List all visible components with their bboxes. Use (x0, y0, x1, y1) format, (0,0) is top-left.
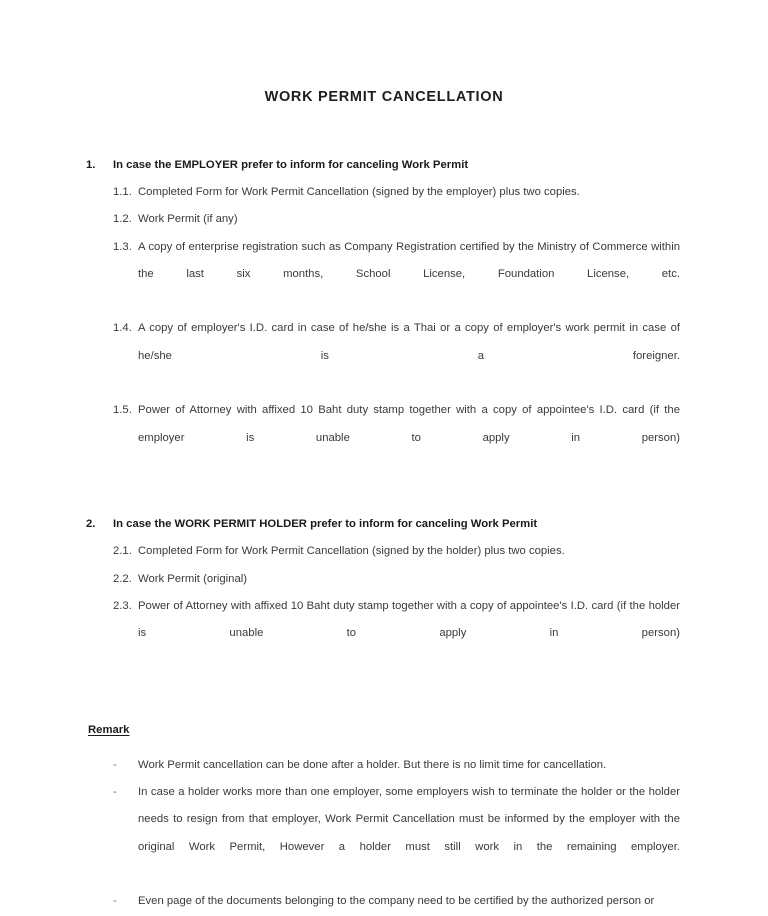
list-item (0, 206, 768, 233)
page-title: WORK PERMIT CANCELLATION (264, 89, 504, 105)
list-item-text: A copy of enterprise registration such as Company Registration certified by the Ministry of Commerce within the last six months, School License, Foundation License, etc. (138, 240, 680, 280)
list-item (0, 179, 768, 206)
remark-title-wrapper (0, 720, 768, 740)
list-item-text: Work Permit (original) (138, 572, 248, 585)
list-item (0, 538, 768, 565)
list-item (0, 397, 768, 479)
list-item-text: A copy of employer's I.D. card in case of he/she is a Thai or a copy of employer's work permit in case of he/she is a foreigner. (138, 322, 680, 362)
list-item (0, 234, 768, 316)
list-item-number: 2.3. (113, 599, 132, 612)
bullet-dash-icon: - (113, 758, 117, 771)
list-item-text: Power of Attorney with affixed 10 Baht duty stamp together with a copy of appointee's I.D. card (if the employer is unable to apply in person) (138, 404, 680, 444)
list-item-text: Power of Attorney with affixed 10 Baht duty stamp together with a copy of appointee's I.D. card (if the holder is unable to apply in person) (138, 599, 680, 640)
section-2-item-list (0, 538, 768, 674)
bullet-dash-icon: - (113, 895, 117, 908)
list-item-text: Even page of the documents belonging to the company need to be certified by the authorized person or (138, 895, 655, 908)
section-1-item-list (0, 179, 768, 479)
section-2-heading (0, 511, 768, 538)
list-item-text: Completed Form for Work Permit Cancellation (signed by the holder) plus two copies. (138, 545, 565, 558)
list-item-number: 1.2. (113, 213, 132, 226)
list-item-number: 1.1. (113, 186, 132, 198)
section-2-heading-text: In case the WORK PERMIT HOLDER prefer to inform for canceling Work Permit (113, 518, 538, 531)
section-2-number: 2. (86, 518, 96, 531)
list-item-text: Work Permit cancellation can be done after a holder. But there is no limit time for cancellation. (138, 758, 607, 771)
list-item (0, 888, 768, 915)
list-item-text: Completed Form for Work Permit Cancellation (signed by the employer) plus two copies. (138, 186, 580, 198)
list-item-number: 1.3. (113, 240, 132, 253)
document-body (0, 152, 768, 916)
list-item-number: 2.1. (113, 545, 132, 558)
list-item-text: In case a holder works more than one employer, some employers wish to terminate the holder or the holder needs to resign from that employer, Work Permit Cancellation must be informed by the employer with the original Work Permit, However a holder must still work in the remaining employer. (138, 786, 680, 853)
bullet-dash-icon: - (113, 786, 117, 799)
section-1-heading (0, 152, 768, 179)
list-item-text: Work Permit (if any) (138, 213, 238, 226)
list-item (0, 315, 768, 397)
list-item-number: 2.2. (113, 572, 132, 585)
list-item (0, 566, 768, 593)
list-item-number: 1.4. (113, 322, 132, 335)
remark-title: Remark (88, 723, 130, 736)
list-item (0, 752, 768, 779)
list-item-number: 1.5. (113, 404, 132, 417)
section-1-number: 1. (86, 159, 96, 171)
list-item (0, 593, 768, 675)
remark-item-list (0, 752, 768, 916)
remark-section (0, 720, 768, 916)
list-item (0, 779, 768, 888)
section-2 (0, 511, 768, 674)
section-1-heading-text: In case the EMPLOYER prefer to inform for canceling Work Permit (113, 159, 469, 171)
section-1 (0, 152, 768, 479)
